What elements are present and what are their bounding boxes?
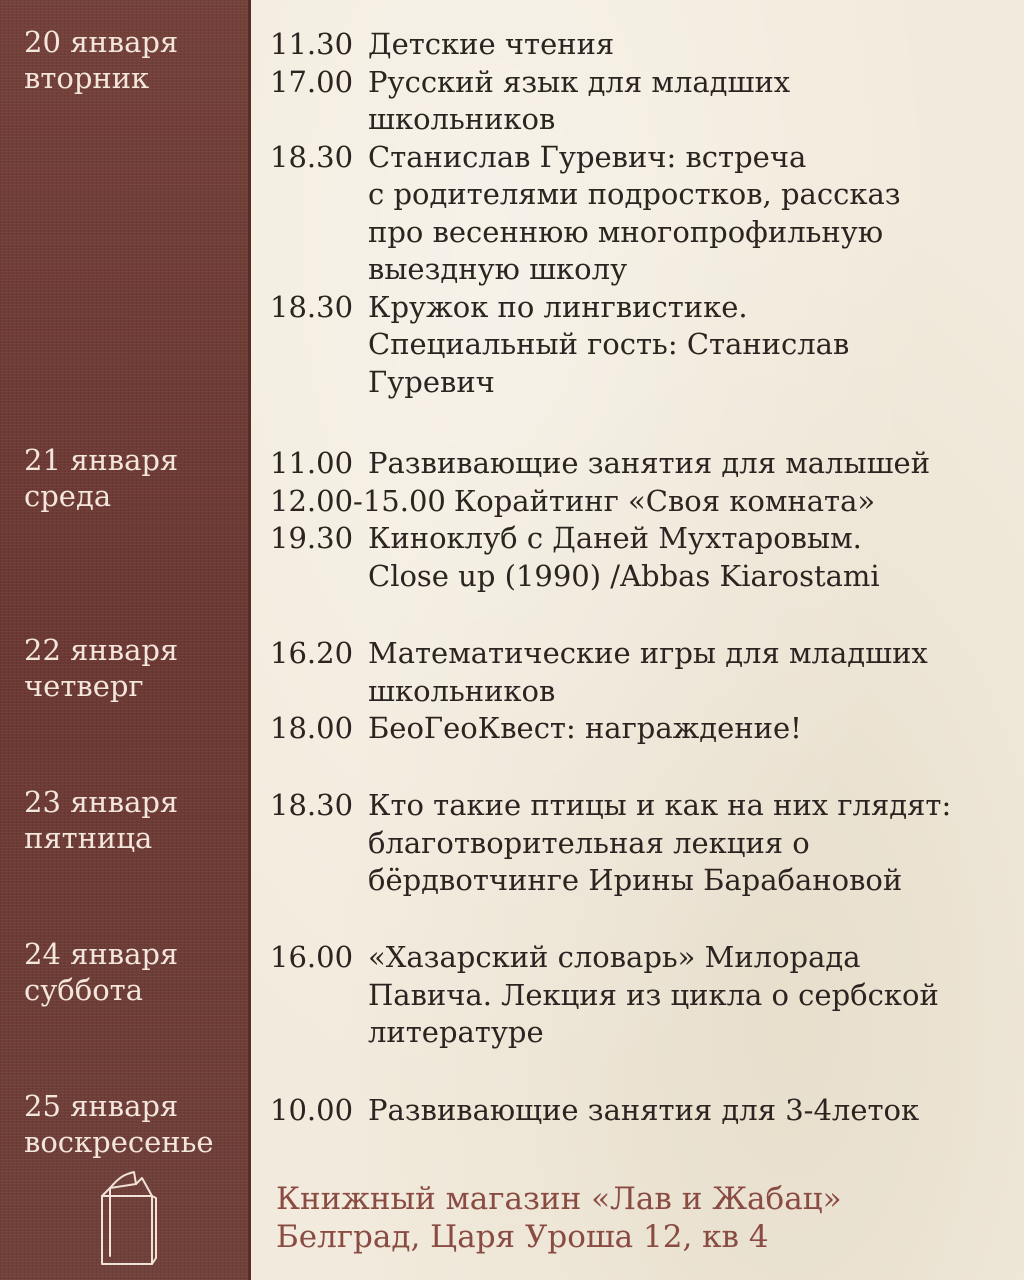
day-label-20 [24, 24, 178, 96]
day-label-24 [24, 936, 178, 1008]
event-item [270, 787, 1018, 900]
day-weekday: четверг [24, 669, 144, 703]
event-title: Математические игры для младших школьников [368, 636, 928, 708]
day-weekday: среда [24, 479, 112, 513]
event-item [270, 710, 1018, 748]
store-name: Книжный магазин «Лав и Жабац» [276, 1181, 842, 1217]
store-info [276, 1180, 842, 1256]
event-title: Русский язык для младших школьников [368, 64, 791, 136]
event-title: Развивающие занятия для 3-4леток [368, 1093, 920, 1127]
day-events-25 [270, 1092, 1018, 1130]
event-title: БеоГеоКвест: награждение! [368, 711, 802, 745]
event-title: Корайтинг «Своя комната» [453, 483, 876, 518]
day-events-21 [270, 445, 1024, 595]
day-date: 23 января [24, 785, 179, 819]
day-weekday: пятница [24, 821, 153, 855]
event-title: Развивающие занятия для малышей [368, 446, 931, 480]
event-time: 18.30 [270, 788, 354, 822]
event-item [270, 139, 1018, 289]
day-weekday: воскресенье [24, 1125, 214, 1159]
event-time: 10.00 [270, 1093, 354, 1127]
event-time: 16.00 [270, 940, 354, 974]
day-date: 20 января [24, 25, 179, 59]
day-date: 24 января [24, 937, 179, 971]
event-time: 16.20 [270, 636, 354, 670]
event-time: 11.00 [270, 446, 354, 480]
day-events-22 [270, 635, 1018, 748]
event-item [270, 520, 1024, 595]
day-date: 22 января [24, 633, 179, 667]
event-title: «Хазарский словарь» Милорада Павича. Лекция из цикла о сербской литературе [368, 940, 939, 1049]
event-item [270, 445, 1024, 483]
day-events-24 [270, 939, 1018, 1052]
event-item [270, 289, 1018, 402]
event-item [270, 26, 1018, 64]
event-title: Кружок по лингвистике. Специальный гость: Станислав Гуревич [368, 289, 850, 399]
store-address: Белград, Царя Уроша 12, кв 4 [276, 1219, 769, 1255]
book-icon [96, 1168, 158, 1266]
event-item [270, 1092, 1018, 1130]
event-item [270, 64, 1018, 139]
day-weekday: вторник [24, 61, 150, 95]
day-label-22 [24, 632, 178, 704]
event-item [270, 483, 1024, 521]
event-time: 17.00 [270, 64, 354, 99]
event-time: 19.30 [270, 521, 354, 555]
event-item [270, 939, 1018, 1052]
event-title: Станислав Гуревич: встреча с родителями подростков, рассказ про весеннюю многопрофильную выездную школу [368, 139, 901, 286]
day-weekday: суббота [24, 973, 144, 1007]
event-time: 18.00 [270, 711, 354, 745]
event-title: Кто такие птицы и как на них глядят: благотворительная лекция о бёрдвотчинге Ирины Барабановой [368, 788, 952, 897]
event-time: 18.30 [270, 139, 354, 174]
event-time: 11.30 [270, 27, 354, 61]
day-events-20 [270, 26, 1018, 401]
event-time: 18.30 [270, 289, 354, 324]
event-item [270, 635, 1018, 710]
event-title: Детские чтения [368, 27, 615, 61]
day-label-25 [24, 1088, 214, 1160]
day-label-21 [24, 442, 178, 514]
day-events-23 [270, 787, 1018, 900]
day-date: 21 января [24, 443, 179, 477]
day-label-23 [24, 784, 178, 856]
day-date: 25 января [24, 1089, 179, 1123]
event-time: 12.00-15.00 [270, 483, 446, 518]
event-title: Киноклуб с Даней Мухтаровым. Close up (1990) /Abbas Kiarostami [368, 521, 880, 593]
